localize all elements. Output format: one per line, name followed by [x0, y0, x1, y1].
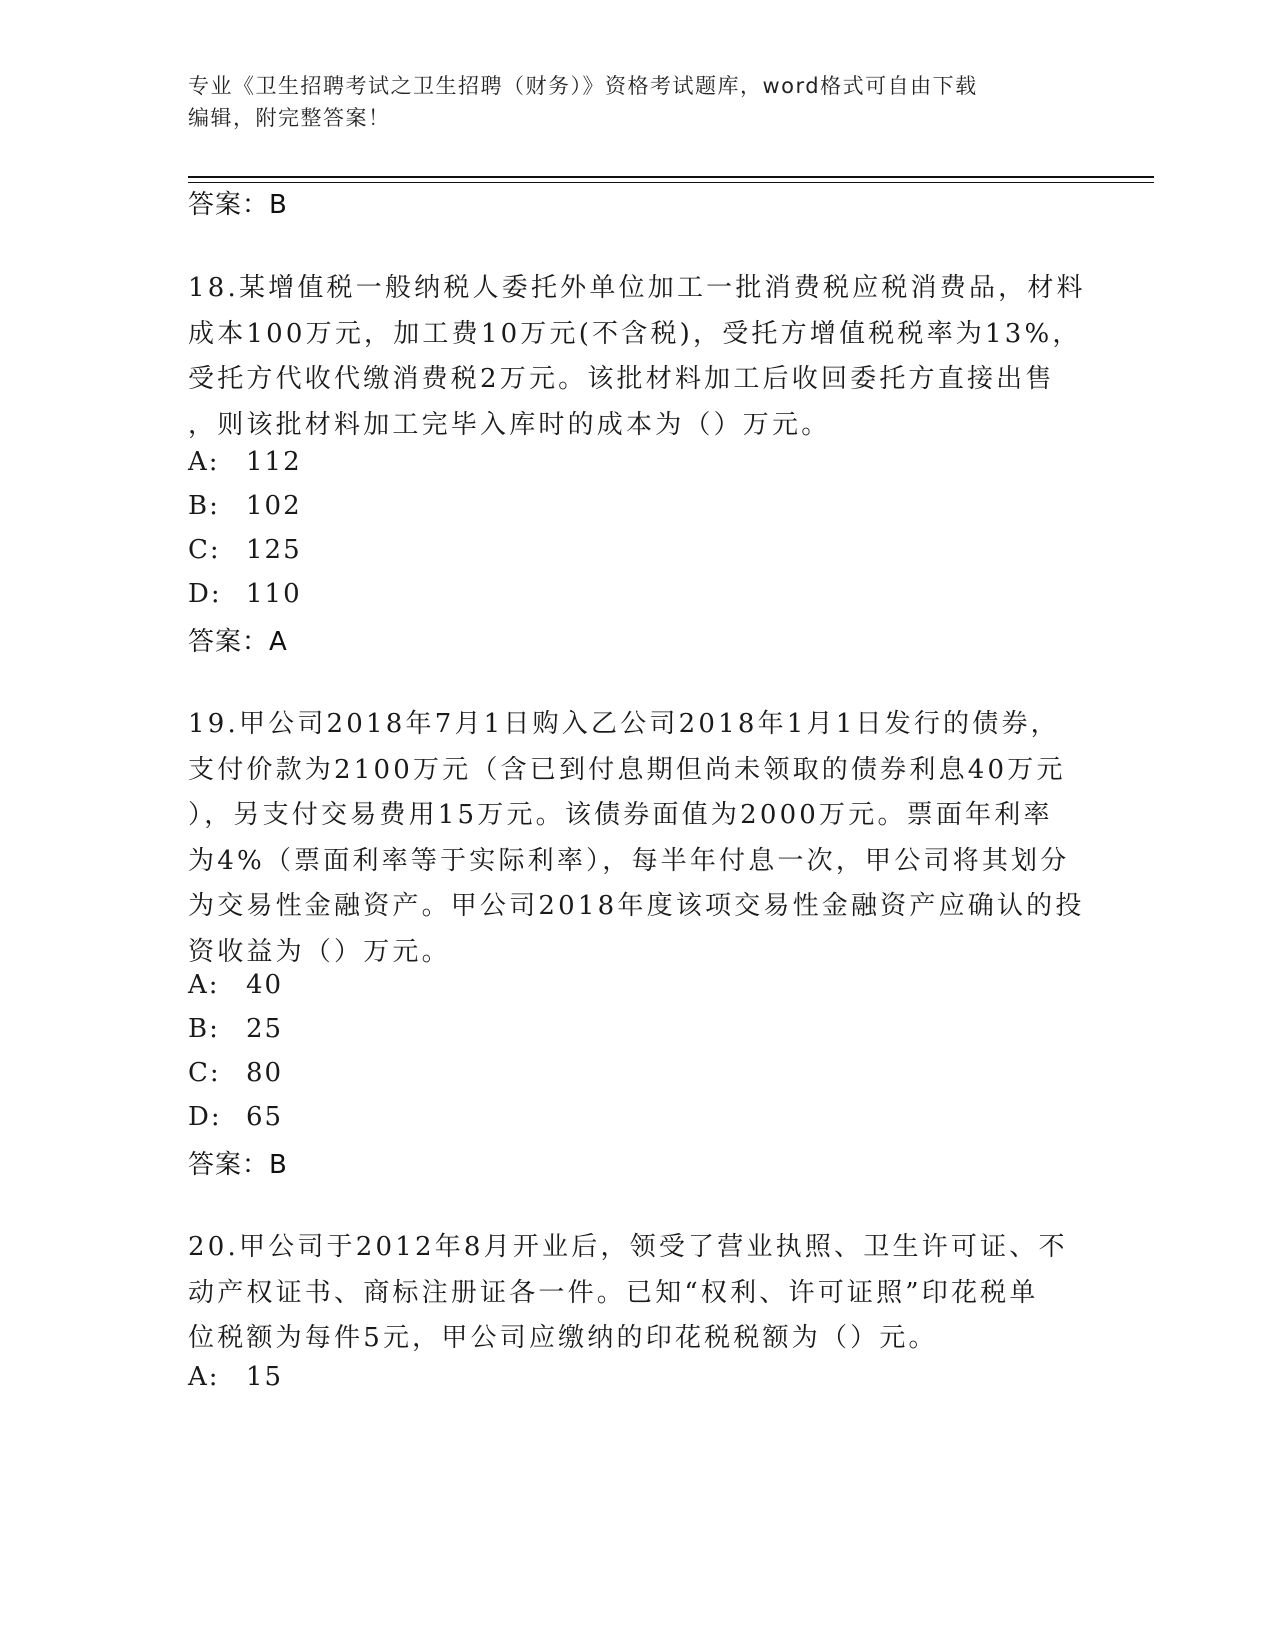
document-header [188, 70, 1068, 134]
question-line: 为4%（票面利率等于实际利率），每半年付息一次，甲公司将其划分 [188, 845, 1070, 876]
question-20 [188, 1225, 1078, 1362]
question-line: 动产权证书、商标注册证各一件。已知“权利、许可证照”印花税单 [188, 1277, 1039, 1308]
option-key: C: [188, 1058, 221, 1088]
header-line-2: 编辑，附完整答案！ [188, 106, 391, 130]
option-b [188, 491, 302, 521]
option-value: 15 [246, 1362, 284, 1392]
option-key: A: [188, 970, 220, 1000]
option-value: 102 [246, 491, 302, 521]
option-a [188, 447, 302, 477]
question-line: 受托方代收代缴消费税2万元。该批材料加工后收回委托方直接出售 [188, 364, 1055, 394]
question-line: 18.某增值税一般纳税人委托外单位加工一批消费税应税消费品，材料 [188, 273, 1086, 303]
question-line: 20.甲公司于2012年8月开业后，领受了营业执照、卫生许可证、不 [188, 1232, 1068, 1262]
option-key: B: [188, 1014, 220, 1044]
option-value: 125 [246, 535, 302, 565]
option-value: 110 [246, 579, 302, 609]
header-divider-thick [188, 176, 1154, 178]
previous-answer: 答案：B [188, 190, 288, 220]
header-divider-thin [188, 182, 1154, 183]
option-key: A: [188, 447, 220, 477]
option-c [188, 1058, 283, 1088]
option-d [188, 579, 302, 609]
answer-19: 答案：B [188, 1150, 288, 1180]
option-key: A: [188, 1362, 220, 1392]
option-a [188, 1362, 283, 1392]
question-19 [188, 702, 1085, 975]
option-value: 25 [246, 1014, 284, 1044]
header-line-1: 专业《卫生招聘考试之卫生招聘（财务）》资格考试题库，word格式可自由下载 [188, 74, 978, 98]
option-key: D: [188, 1102, 222, 1132]
question-line: 成本100万元，加工费10万元(不含税)，受托方增值税税率为13%， [188, 318, 1082, 349]
question-line: 为交易性金融资产。甲公司2018年度该项交易性金融资产应确认的投 [188, 891, 1085, 921]
question-18 [188, 266, 1086, 448]
question-line: ），另支付交易费用15万元。该债券面值为2000万元。票面年利率 [188, 800, 1053, 830]
question-line: 资收益为（）万元。 [188, 936, 451, 967]
option-key: C: [188, 535, 221, 565]
question-line: 支付价款为2100万元（含已到付息期但尚未领取的债券利息40万元 [188, 754, 1066, 785]
option-d [188, 1102, 283, 1132]
option-c [188, 535, 302, 565]
option-value: 80 [246, 1058, 284, 1088]
option-key: D: [188, 579, 222, 609]
option-value: 40 [246, 970, 284, 1000]
option-value: 112 [246, 447, 302, 477]
answer-18: 答案：A [188, 627, 288, 657]
question-line: 19.甲公司2018年7月1日购入乙公司2018年1月1日发行的债券， [188, 709, 1060, 739]
option-value: 65 [246, 1102, 284, 1132]
option-b [188, 1014, 283, 1044]
option-a [188, 970, 283, 1000]
option-key: B: [188, 491, 220, 521]
question-line: 位税额为每件5元，甲公司应缴纳的印花税税额为（）元。 [188, 1323, 938, 1353]
question-line: ，则该批材料加工完毕入库时的成本为（）万元。 [188, 409, 831, 440]
